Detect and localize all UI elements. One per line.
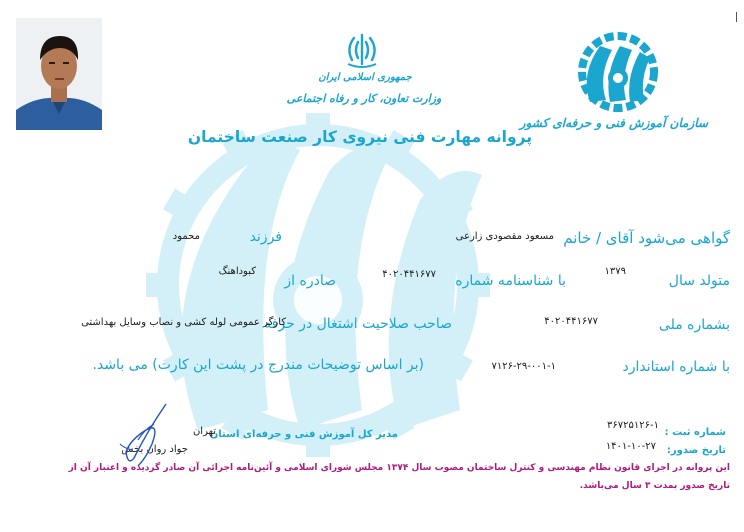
date-label: تاریخ صدور: bbox=[666, 445, 726, 456]
serial-label: شماره ثبت : bbox=[664, 427, 726, 438]
legal-note-line1: این پروانه در اجرای قانون نظام مهندسی و کنترل ساختمان مصوب سال ۱۳۷۴ مجلس شورای اسلامی و آئین‌نامه اجرائی آن صادر گردیده و اعتبار آن از bbox=[68, 463, 730, 473]
corner-mark bbox=[736, 12, 737, 22]
page-title: پروانه مهارت فنی نیروی کار صنعت ساختمان bbox=[187, 128, 533, 146]
issued-place: کبوداهنگ bbox=[218, 266, 256, 277]
standard-label: با شماره استاندارد bbox=[622, 359, 730, 375]
signature-icon bbox=[108, 400, 188, 472]
iran-emblem-icon bbox=[344, 32, 380, 70]
child-of-label: فرزند bbox=[249, 229, 282, 245]
birth-year: ۱۳۷۹ bbox=[604, 266, 626, 277]
father-name: محمود bbox=[172, 231, 200, 242]
national-label: بشماره ملی bbox=[658, 317, 730, 333]
competence-label: صاحب صلاحیت اشتغال در حرفه bbox=[264, 316, 452, 332]
trade-value: کارگر عمومی لوله کشی و نصاب وسایل بهداشتی bbox=[81, 317, 286, 328]
serial-number: ۳۶۷۲۵۱۲۶-۱ bbox=[607, 420, 659, 431]
id-number: ۴۰۲۰۴۴۱۶۷۷ bbox=[382, 269, 436, 280]
emblem-line2: وزارت تعاون، کار و رفاه اجتماعی bbox=[286, 92, 442, 105]
born-label: متولد سال bbox=[668, 273, 730, 289]
org-name: سازمان آموزش فنی و حرفه‌ای کشور bbox=[519, 116, 708, 130]
director-name: جواد روان بخش bbox=[121, 444, 188, 455]
holder-name: مسعود مقصودی زارعی bbox=[455, 231, 554, 242]
standard-number: ۷۱۲۶-۲۹-۰۰۱-۱ bbox=[491, 361, 556, 372]
portrait-photo bbox=[16, 18, 102, 130]
certify-label: گواهی می‌شود آقای / خانم bbox=[563, 229, 730, 247]
id-label: با شناسنامه شماره bbox=[455, 273, 566, 289]
national-number: ۴۰۲۰۴۴۱۶۷۷ bbox=[544, 316, 598, 327]
legal-note-line2: تاریخ صدور بمدت ۳ سال می‌باشد. bbox=[579, 481, 730, 491]
tvto-logo-icon bbox=[570, 28, 666, 114]
issued-label: صادره از bbox=[284, 273, 336, 289]
emblem-line1: جمهوری اسلامی ایران bbox=[318, 72, 412, 83]
province-name: تهران bbox=[192, 426, 216, 437]
standard-tail: (بر اساس توضیحات مندرج در پشت این کارت) می باشد. bbox=[92, 357, 424, 373]
issue-date: ۱۴۰۱-۱۰-۲۷ bbox=[605, 441, 656, 452]
director-title: مدیر کل آموزش فنی و حرفه‌ای استان bbox=[209, 429, 398, 440]
